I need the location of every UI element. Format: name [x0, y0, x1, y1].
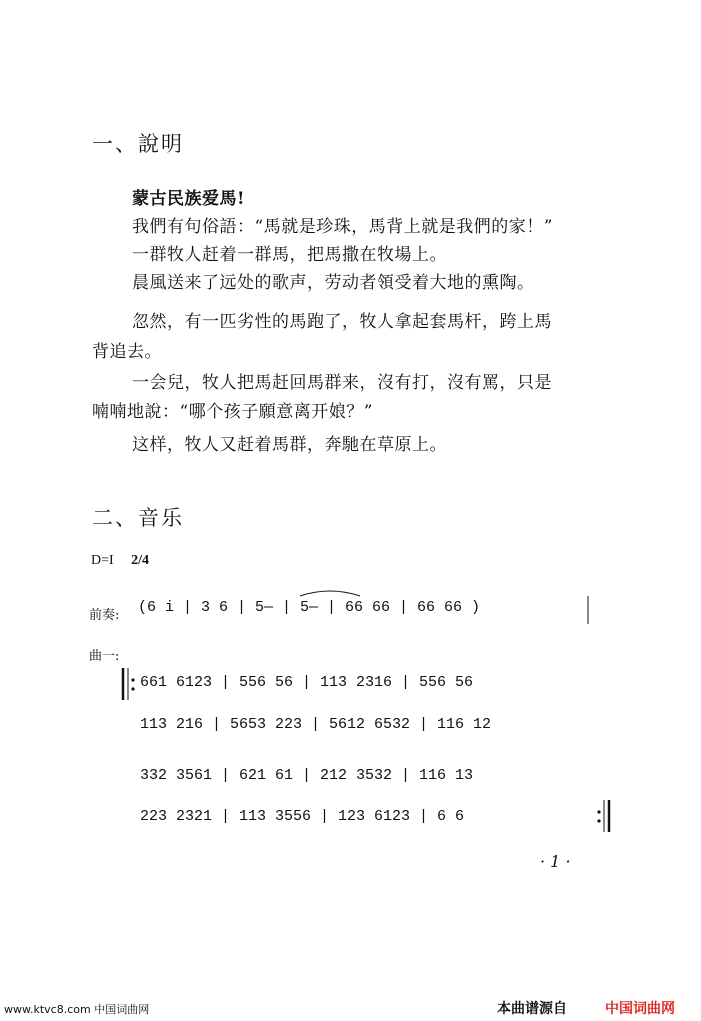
text-line-1: 蒙古民族爱馬!	[132, 189, 245, 209]
score-row-2: 113 216 | 5653 223 | 5612 6532 | 116 12	[140, 716, 492, 733]
score-row-4: 223 2321 | 113 3556 | 123 6123 | 6 6	[140, 808, 465, 825]
prelude-notes: (6 i | 3 6 | 5— | 5— | 66 66 | 66 66 )	[138, 599, 481, 616]
text-line-4: 晨風送来了远处的歌声，劳动者領受着大地的熏陶。	[132, 273, 535, 293]
time-signature: 2/4	[131, 553, 150, 568]
section-title-description: 一、說明	[92, 132, 184, 156]
text-line-6: 背追去。	[92, 342, 162, 362]
key-label: D=I	[91, 553, 114, 568]
footer-brand: 中国词曲网	[605, 1001, 675, 1017]
text-line-7: 一会兒，牧人把馬赶回馬群来，沒有打，沒有罵，只是	[132, 373, 552, 393]
page-number: · 1 ·	[540, 852, 571, 871]
footer-website: www.ktvc8.com 中国词曲网	[4, 1003, 150, 1016]
text-line-5: 忽然，有一匹劣性的馬跑了，牧人拿起套馬杆，跨上馬	[132, 312, 552, 332]
text-line-9: 这样，牧人又赶着馬群，奔馳在草原上。	[132, 435, 447, 455]
text-line-8: 喃喃地說：“哪个孩子願意离开娘？”	[92, 402, 373, 422]
score-row-3: 332 3561 | 621 61 | 212 3532 | 116 13	[140, 767, 474, 784]
score-row-1: 661 6123 | 556 56 | 113 2316 | 556 56	[140, 674, 474, 691]
tune-label: 曲一:	[89, 649, 120, 664]
text-line-3: 一群牧人赶着一群馬，把馬撒在牧場上。	[132, 245, 447, 265]
text-line-2: 我們有句俗語：“馬就是珍珠，馬背上就是我們的家！”	[132, 217, 553, 237]
prelude-label: 前奏:	[89, 608, 120, 623]
section-title-music: 二、音乐	[92, 506, 184, 530]
footer-source-label: 本曲谱源自	[497, 1001, 567, 1017]
